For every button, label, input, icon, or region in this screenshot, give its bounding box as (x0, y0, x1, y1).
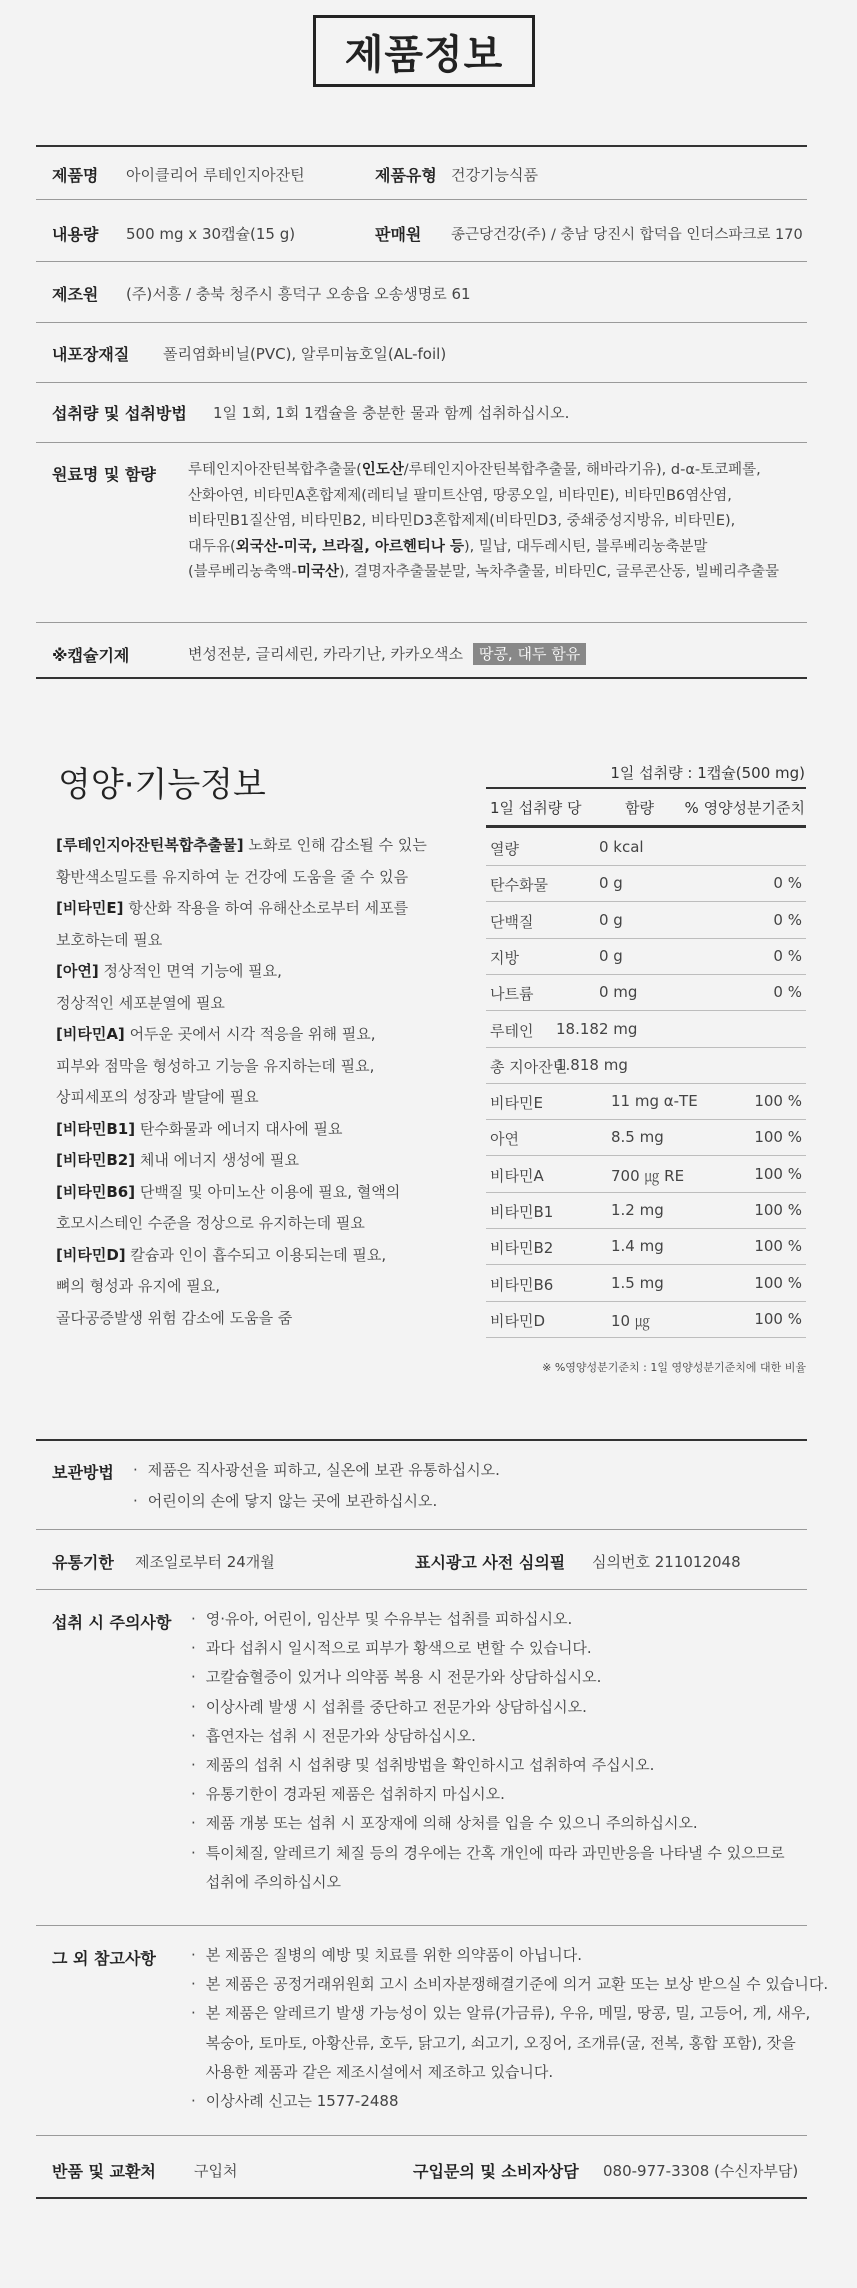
nutrient-name: 비타민B2 (490, 1239, 554, 1258)
list-item (191, 1780, 785, 1809)
nutrient-name: 총 지아잔틴 (490, 1057, 568, 1076)
bullet-icon: · (191, 1946, 196, 1964)
list-item (133, 1486, 500, 1517)
list-text: 제품은 직사광선을 피하고, 실온에 보관 유통하십시오. (147, 1461, 500, 1479)
list-text: 제품 개봉 또는 섭취 시 포장재에 의해 상처를 입을 수 있으니 주의하십시오. (205, 1814, 698, 1833)
function-text: 항산화 작용을 하여 유해산소로부터 세포를 (123, 899, 409, 917)
nutrition-row (486, 1265, 806, 1302)
bullet-icon: · (191, 2004, 196, 2023)
ingredient-text: 루테인지아잔틴복합추출물( (188, 462, 362, 478)
list-item (191, 1693, 785, 1722)
ingredient-line (188, 535, 779, 561)
divider (36, 622, 807, 623)
nutrition-row (486, 1228, 806, 1265)
nutrient-tag: [비타민B6] (56, 1182, 136, 1201)
nutrient-pct: 100 % (754, 1309, 802, 1328)
nutrient-amount: 0 g (599, 874, 623, 893)
list-item (133, 1455, 500, 1486)
nutrient-amount: 18.182 mg (556, 1019, 638, 1038)
function-text: 정상적인 세포분열에 필요 (56, 993, 225, 1012)
nutrient-amount: 8.5 mg (611, 1128, 664, 1147)
nutrient-pct: 100 % (754, 1092, 802, 1111)
nutrient-tag: [루테인지아잔틴복합추출물] (56, 836, 244, 854)
ingredient-text: 산화아연, 비타민A혼합제제(레티닐 팔미트산염, 땅콩오일, 비타민E), 비타민B6염산염, (188, 487, 732, 504)
nutrient-name: 비타민A (490, 1166, 544, 1185)
nutrition-row (486, 865, 806, 902)
function-line (56, 1303, 427, 1335)
nutrient-pct: 100 % (754, 1273, 802, 1292)
capsule-label: ※캡슐기제 (52, 646, 130, 665)
nutrition-row (486, 1156, 806, 1193)
ingredient-origin: 외국산-미국, 브라질, 아르헨티나 등 (235, 538, 464, 555)
function-line (56, 988, 427, 1020)
function-line (56, 893, 427, 925)
percent-note: ※ %영양성분기준치 : 1일 영양성분기준치에 대한 비율 (542, 1361, 806, 1374)
other-notes-list (191, 1941, 828, 2116)
product-type: 건강기능식품 (451, 166, 538, 184)
ingredient-text: ), 밀납, 대두레시틴, 블루베리농축분말 (463, 538, 708, 555)
list-text: 섭취에 주의하십시오 (205, 1872, 341, 1891)
divider (36, 2135, 807, 2136)
nutrient-pct: 100 % (754, 1128, 802, 1147)
function-text: 단백질 및 아미노산 이용에 필요, 혈액의 (135, 1182, 401, 1201)
ad-review-label: 표시광고 사전 심의필 (415, 1553, 566, 1572)
list-text: 영·유아, 어린이, 임산부 및 수유부는 섭취를 피하십시오. (205, 1610, 573, 1628)
function-text: 노화로 인해 감소될 수 있는 (243, 836, 427, 854)
nutrition-row (486, 938, 806, 975)
list-item (191, 2058, 828, 2087)
nutrition-row (486, 1119, 806, 1156)
list-item (191, 1751, 785, 1780)
function-line (56, 1177, 427, 1209)
page-title: 제품정보 (313, 15, 535, 87)
nutrient-pct: 100 % (754, 1201, 802, 1219)
ingredient-text: /루테인지아잔틴복합추출물, 해바라기유), d-α-토코페롤, (403, 462, 761, 478)
list-item (191, 2087, 828, 2116)
divider (36, 1925, 807, 1926)
divider (36, 1529, 807, 1530)
function-text: 뼈의 형성과 유지에 필요, (56, 1277, 220, 1295)
bullet-icon: · (191, 1843, 196, 1862)
nutrition-row (486, 974, 806, 1011)
function-text: 골다공증발생 위험 감소에 도움을 줌 (56, 1308, 293, 1327)
function-text: 황반색소밀도를 유지하여 눈 건강에 도움을 줄 수 있음 (56, 867, 409, 886)
function-text: 칼슘과 인이 흡수되고 이용되는데 필요, (125, 1245, 387, 1264)
divider (36, 442, 807, 443)
ingredient-line (188, 458, 779, 484)
maker: (주)서흥 / 충북 청주시 흥덕구 오송읍 오송생명로 61 (126, 285, 471, 303)
divider (36, 145, 807, 147)
bullet-icon: · (191, 1755, 196, 1774)
nutrition-row (486, 1301, 806, 1338)
nutrition-row (486, 829, 806, 866)
list-text: 제품의 섭취 시 섭취량 및 섭취방법을 확인하시고 섭취하여 주십시오. (205, 1755, 655, 1774)
nutrition-title: 영양·기능정보 (58, 765, 266, 805)
function-line (56, 1051, 427, 1083)
divider (36, 261, 807, 262)
function-line (56, 830, 427, 862)
nutrient-name: 지방 (490, 948, 519, 967)
volume: 500 mg x 30캡슐(15 g) (126, 225, 296, 243)
nutrient-name: 열량 (490, 840, 519, 858)
divider (36, 382, 807, 383)
nutrient-name: 비타민D (490, 1311, 546, 1330)
nutrient-name: 탄수화물 (490, 876, 548, 895)
function-text: 탄수화물과 에너지 대사에 필요 (135, 1119, 343, 1138)
nutrient-pct: 100 % (754, 1164, 802, 1183)
nutrient-amount: 1.818 mg (556, 1055, 628, 1074)
bullet-icon: · (133, 1492, 138, 1510)
list-item (191, 1839, 785, 1868)
list-text: 이상사례 발생 시 섭취를 중단하고 전문가와 상담하십시오. (205, 1697, 587, 1716)
serving-size: 1일 섭취량 : 1캡슐(500 mg) (610, 764, 805, 782)
nutrient-amount: 0 mg (599, 983, 638, 1002)
capsule-row (188, 643, 586, 665)
list-text: 본 제품은 알레르기 발생 가능성이 있는 알류(가금류), 우유, 메밀, 땅콩, 밀, 고등어, 게, 새우, (205, 2004, 811, 2023)
nutrient-name: 비타민E (490, 1094, 543, 1113)
nutrient-amount: 10 ㎍ (611, 1311, 650, 1330)
nutrition-row (486, 1083, 806, 1120)
col-per-day: 1일 섭취량 당 (490, 799, 582, 817)
function-text: 보호하는데 필요 (56, 930, 163, 949)
contact-number: 080-977-3308 (수신자부담) (603, 2162, 799, 2180)
list-text: 어린이의 손에 닿지 않는 곳에 보관하십시오. (147, 1492, 438, 1510)
list-text: 본 제품은 공정거래위원회 고시 소비자분쟁해결기준에 의거 교환 또는 보상 받으실 수 있습니다. (205, 1975, 829, 1994)
list-item (191, 1722, 785, 1751)
storage-label: 보관방법 (52, 1463, 114, 1482)
product-name-label: 제품명 (52, 166, 99, 185)
function-line (56, 956, 427, 988)
bullet-icon: · (191, 1726, 196, 1745)
divider (36, 2197, 807, 2199)
bullet-icon: · (191, 1975, 196, 1994)
function-line (56, 1145, 427, 1177)
divider (486, 787, 806, 789)
ingredient-text: 비타민B1질산염, 비타민B2, 비타민D3혼합제제(비타민D3, 중쇄중성지방유, 비타민E), (188, 513, 736, 530)
nutrient-tag: [비타민D] (56, 1245, 126, 1264)
ingredient-text: (블루베리농축액- (188, 564, 297, 581)
product-type-label: 제품유형 (375, 166, 437, 185)
nutrition-row (486, 1192, 806, 1229)
intake: 1일 1회, 1회 1캡슐을 충분한 물과 함께 섭취하십시오. (213, 404, 570, 422)
divider (36, 677, 807, 679)
seller: 종근당건강(주) / 충남 당진시 합덕읍 인더스파크로 170 (451, 227, 803, 243)
list-item (191, 1941, 828, 1970)
nutrition-row (486, 1047, 806, 1084)
product-name: 아이클리어 루테인지아잔틴 (126, 166, 305, 184)
nutrient-tag: [비타민E] (56, 899, 124, 917)
return-label: 반품 및 교환처 (52, 2162, 156, 2181)
ingredients-list (188, 458, 779, 586)
divider (36, 1439, 807, 1441)
bullet-icon: · (191, 1668, 196, 1687)
intake-label: 섭취량 및 섭취방법 (52, 404, 187, 423)
function-line (56, 1240, 427, 1272)
divider (36, 199, 807, 200)
list-text: 유통기한이 경과된 제품은 섭취하지 마십시오. (205, 1785, 505, 1804)
nutrient-tag: [비타민B2] (56, 1151, 136, 1169)
list-item (191, 1999, 828, 2028)
ingredient-line (188, 560, 779, 586)
list-text: 이상사례 신고는 1577-2488 (205, 2091, 399, 2110)
function-line (56, 925, 427, 957)
caution-label: 섭취 시 주의사항 (52, 1613, 172, 1632)
function-line (56, 1082, 427, 1114)
nutrient-pct: 0 % (773, 910, 802, 929)
nutrient-amount: 1.4 mg (611, 1237, 664, 1256)
bullet-icon: · (191, 1814, 196, 1833)
contact-label: 구입문의 및 소비자상담 (413, 2162, 579, 2181)
nutrient-amount: 1.2 mg (611, 1201, 664, 1219)
ad-review-number: 심의번호 211012048 (592, 1553, 741, 1571)
nutrient-pct: 100 % (754, 1237, 802, 1256)
list-item (191, 1970, 828, 1999)
col-amount: 함량 (625, 799, 654, 817)
divider (36, 1589, 807, 1590)
capsule-ingredients: 변성전분, 글리세린, 카라기난, 카카오색소 (188, 645, 463, 663)
packaging: 폴리염화비닐(PVC), 알루미늄호일(AL-foil) (163, 345, 447, 363)
function-text: 호모시스테인 수준을 정상으로 유지하는데 필요 (56, 1214, 365, 1232)
nutrient-pct: 0 % (773, 874, 802, 893)
nutrient-name: 비타민B6 (490, 1275, 554, 1294)
list-item (191, 1663, 785, 1692)
function-text: 상피세포의 성장과 발달에 필요 (56, 1088, 259, 1106)
nutrient-name: 루테인 (490, 1021, 534, 1040)
list-item (191, 1634, 785, 1663)
nutrient-pct: 0 % (773, 983, 802, 1002)
return-place: 구입처 (194, 2162, 238, 2180)
list-text: 과다 섭취시 일시적으로 피부가 황색으로 변할 수 있습니다. (205, 1639, 592, 1658)
nutrition-row (486, 1011, 806, 1048)
expiry-label: 유통기한 (52, 1553, 114, 1572)
bullet-icon: · (191, 1639, 196, 1658)
function-line (56, 1114, 427, 1146)
nutrient-name: 비타민B1 (490, 1203, 554, 1221)
function-line (56, 1208, 427, 1240)
nutrient-amount: 11 mg α-TE (611, 1092, 698, 1111)
function-text: 체내 에너지 생성에 필요 (135, 1151, 300, 1169)
packaging-label: 내포장재질 (52, 345, 130, 364)
maker-label: 제조원 (52, 285, 99, 304)
ingredient-text: 대두유( (188, 538, 236, 555)
volume-label: 내용량 (52, 225, 99, 244)
ingredients-label: 원료명 및 함량 (52, 465, 156, 484)
list-item (191, 2029, 828, 2058)
list-item (191, 1868, 785, 1897)
nutrient-amount: 0 g (599, 946, 623, 965)
function-line (56, 1271, 427, 1303)
list-text: 복숭아, 토마토, 아황산류, 호두, 닭고기, 쇠고기, 오징어, 조개류(굴, 전복, 홍합 포함), 잣을 (205, 2033, 796, 2052)
expiry: 제조일로부터 24개월 (135, 1553, 275, 1571)
bullet-icon: · (191, 1610, 196, 1628)
nutrient-name: 단백질 (490, 912, 534, 931)
list-text: 본 제품은 질병의 예방 및 치료를 위한 의약품이 아닙니다. (205, 1946, 582, 1964)
nutrient-pct: 0 % (773, 946, 802, 965)
col-percent: % 영양성분기준치 (684, 799, 805, 817)
ingredient-text: ), 결명자추출물분말, 녹차추출물, 비타민C, 글루콘산동, 빌베리추출물 (338, 564, 780, 581)
storage-list (133, 1455, 500, 1517)
nutrient-amount: 0 kcal (599, 838, 644, 856)
nutrient-name: 아연 (490, 1130, 519, 1149)
function-line (56, 1019, 427, 1051)
function-text: 어두운 곳에서 시각 적응을 위해 필요, (124, 1025, 376, 1043)
divider (36, 322, 807, 323)
ingredient-line (188, 484, 779, 510)
nutrition-row (486, 902, 806, 939)
nutrient-amount: 1.5 mg (611, 1273, 664, 1292)
ingredient-origin: 미국산 (296, 564, 339, 581)
ingredient-line (188, 509, 779, 535)
list-text: 흡연자는 섭취 시 전문가와 상담하십시오. (205, 1726, 476, 1745)
caution-list (191, 1605, 785, 1897)
bullet-icon: · (191, 1785, 196, 1804)
list-text: 고칼슘혈증이 있거나 의약품 복용 시 전문가와 상담하십시오. (205, 1668, 602, 1687)
function-text: 피부와 점막을 형성하고 기능을 유지하는데 필요, (56, 1056, 375, 1075)
list-text: 특이체질, 알레르기 체질 등의 경우에는 간혹 개인에 따라 과민반응을 나타낼 수 있으므로 (205, 1843, 785, 1862)
nutrient-tag: [비타민B1] (56, 1119, 136, 1138)
list-item (191, 1605, 785, 1634)
function-text: 정상적인 면역 기능에 필요, (98, 962, 282, 980)
seller-label: 판매원 (375, 225, 422, 244)
list-text: 사용한 제품과 같은 제조시설에서 제조하고 있습니다. (205, 2062, 554, 2081)
other-notes-label: 그 외 참고사항 (52, 1949, 156, 1968)
bullet-icon: · (133, 1461, 138, 1479)
nutrient-amount: 0 g (599, 910, 623, 929)
nutrient-tag: [아연] (56, 962, 99, 980)
function-line (56, 862, 427, 894)
bullet-icon: · (191, 1697, 196, 1716)
divider (486, 825, 806, 828)
nutrient-name: 나트륨 (490, 985, 534, 1004)
nutrient-tag: [비타민A] (56, 1025, 125, 1043)
ingredient-origin: 인도산 (361, 462, 404, 478)
allergen-tag: 땅콩, 대두 함유 (473, 643, 586, 665)
bullet-icon: · (191, 2091, 196, 2110)
list-item (191, 1809, 785, 1838)
nutrition-function-list (56, 830, 427, 1334)
nutrient-amount: 700 ㎍ RE (611, 1166, 685, 1185)
